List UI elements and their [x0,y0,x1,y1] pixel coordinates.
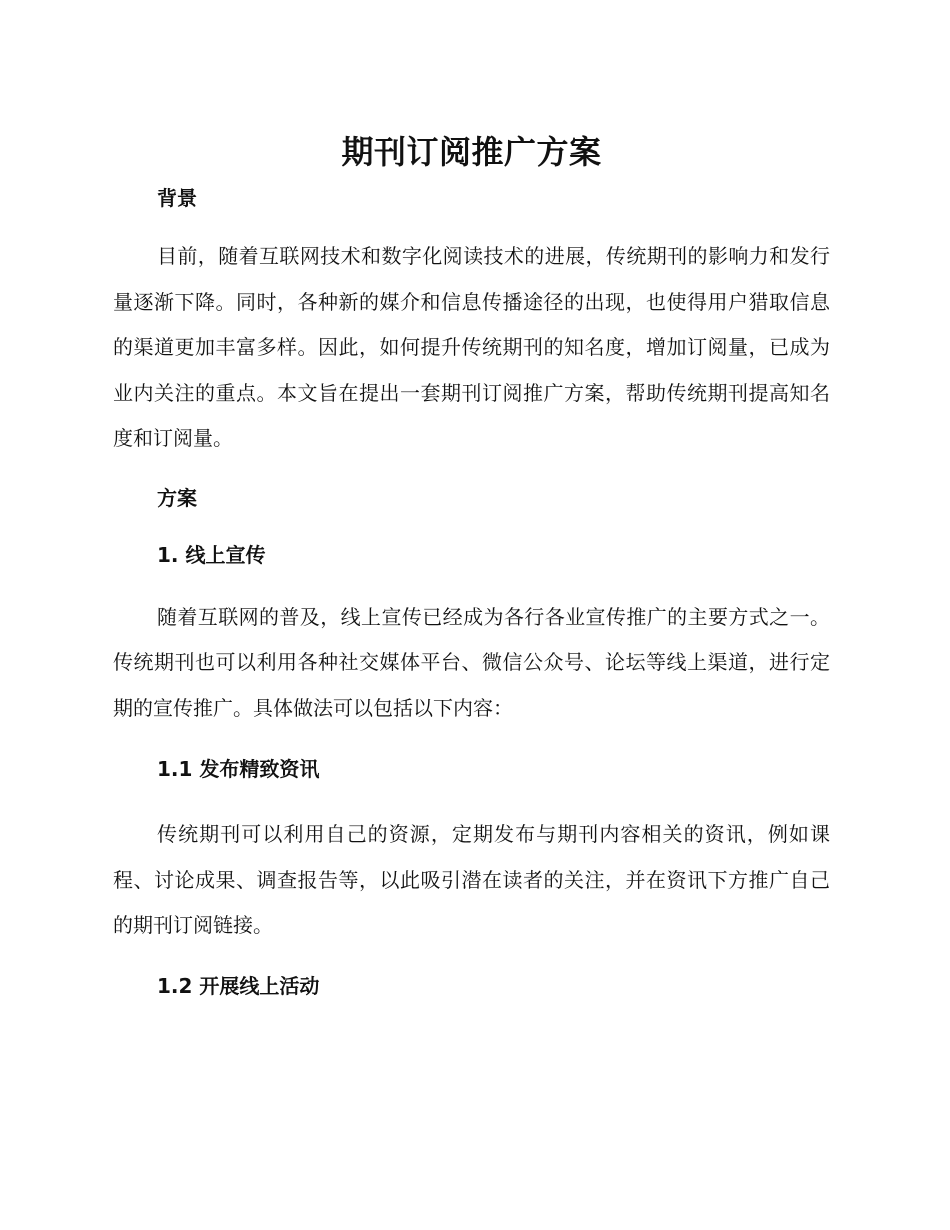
subsection-1-1-heading: 1.1 发布精致资讯 [157,757,320,781]
plan-heading: 方案 [157,485,197,510]
background-paragraph: 目前，随着互联网技术和数字化阅读技术的进展，传统期刊的影响力和发行量逐渐下降。同时，各种新的媒介和信息传播途径的出现，也使得用户猎取信息的渠道更加丰富多样。因此，如何提升传统期刊的知名度，增加订阅量，已成为业内关注的重点。本文旨在提出一套期刊订阅推广方案，帮助传统期刊提高知名度和订阅量。 [113,244,830,450]
subsection-1-1-paragraph: 传统期刊可以利用自己的资源，定期发布与期刊内容相关的资讯，例如课程、讨论成果、调查报告等，以此吸引潜在读者的关注，并在资讯下方推广自己的期刊订阅链接。 [113,822,830,937]
online-promotion-paragraph: 随着互联网的普及，线上宣传已经成为各行各业宣传推广的主要方式之一。传统期刊也可以利用各种社交媒体平台、微信公众号、论坛等线上渠道，进行定期的宣传推广。具体做法可以包括以下内容： [113,604,830,720]
online-promotion-heading: 1. 线上宣传 [157,542,266,567]
document-title: 期刊订阅推广方案 [341,133,602,171]
subsection-1-2-heading: 1.2 开展线上活动 [157,973,320,998]
document-page [113,130,830,1000]
background-heading: 背景 [157,186,197,210]
